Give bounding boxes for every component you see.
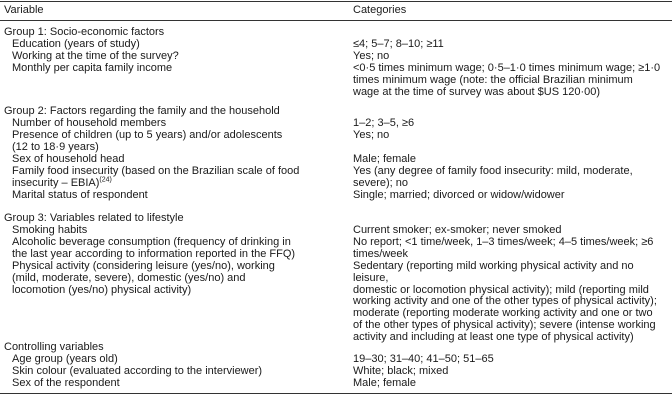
group-title: Group 1: Socio-economic factors <box>4 26 165 38</box>
variable-text: Family food insecurity (based on the Brazilian scale of food insecurity – EBIA) <box>12 165 300 189</box>
table-row-categories: Single; married; divorced or widow/widower <box>353 189 565 201</box>
table-row-variable: Working at the time of the survey? <box>12 50 179 62</box>
table-row-variable <box>12 166 322 190</box>
header-variable: Variable <box>4 4 44 16</box>
header-categories: Categories <box>353 4 407 16</box>
table-row-categories: <0·5 times minimum wage; 0·5–1·0 times minimum wage; ≥1·0 times minimum wage (note: the official Brazilian minimum wage at the time of survey was about $US 120·00) <box>353 62 661 98</box>
reference-superscript: (24) <box>99 176 112 184</box>
table-row-variable: Physical activity (considering leisure (yes/no), working (mild, moderate, severe), domestic (yes/no) and locomotion (yes/no) physical activity) <box>12 260 275 296</box>
table-row-variable: Age group (years old) <box>12 353 118 365</box>
table-row-categories: Sedentary (reporting mild working physical activity and no leisure, domestic or locomotion physical activity); mild (reporting mild working activity and one of the other types of physical activity); moderate (reporting moderate working activity and one or two of the other types of physical activity); severe (intense working activity and including at least one type of physical activity) <box>353 260 657 343</box>
table-row-categories: ≤4; 5–7; 8–10; ≥11 <box>353 38 444 50</box>
table-row-categories: Male; female <box>353 377 416 389</box>
group-title: Group 2: Factors regarding the family and the household <box>4 105 280 117</box>
table-row-variable: Sex of the respondent <box>12 377 120 389</box>
table-row-variable: Skin colour (evaluated according to the interviewer) <box>12 365 263 377</box>
table-row-variable: Education (years of study) <box>12 38 140 50</box>
table-row-categories: Male; female <box>353 153 416 165</box>
table-row-categories: White; black; mixed <box>353 365 449 377</box>
table-row-categories: Current smoker; ex-smoker; never smoked <box>353 224 562 236</box>
table-row-variable: Sex of household head <box>12 153 125 165</box>
table-row-categories: No report; <1 time/week, 1–3 times/week; 4–5 times/week; ≥6 times/week <box>353 236 654 260</box>
table-row-categories: Yes (any degree of family food insecurity: mild, moderate, severe); no <box>353 165 633 189</box>
table-row-categories: 19–30; 31–40; 41–50; 51–65 <box>353 353 494 365</box>
group-title: Group 3: Variables related to lifestyle <box>4 212 184 224</box>
table-row-categories: Yes; no <box>353 129 390 141</box>
table-row-variable: Monthly per capita family income <box>12 62 173 74</box>
top-rule <box>0 1 672 2</box>
table-row-variable: Number of household members <box>12 117 167 129</box>
table-row-variable: Marital status of respondent <box>12 189 148 201</box>
header-rule <box>0 20 672 21</box>
group-title: Controlling variables <box>4 341 104 353</box>
table-row-variable: Smoking habits <box>12 224 88 236</box>
table-row-categories: 1–2; 3–5, ≥6 <box>353 117 415 129</box>
table-row-variable: Alcoholic beverage consumption (frequency of drinking in the last year according to information reported in the FFQ) <box>12 236 296 260</box>
table-row-categories: Yes; no <box>353 50 390 62</box>
bottom-rule <box>0 393 672 394</box>
table-row-variable: Presence of children (up to 5 years) and/or adolescents (12 to 18·9 years) <box>12 129 283 153</box>
